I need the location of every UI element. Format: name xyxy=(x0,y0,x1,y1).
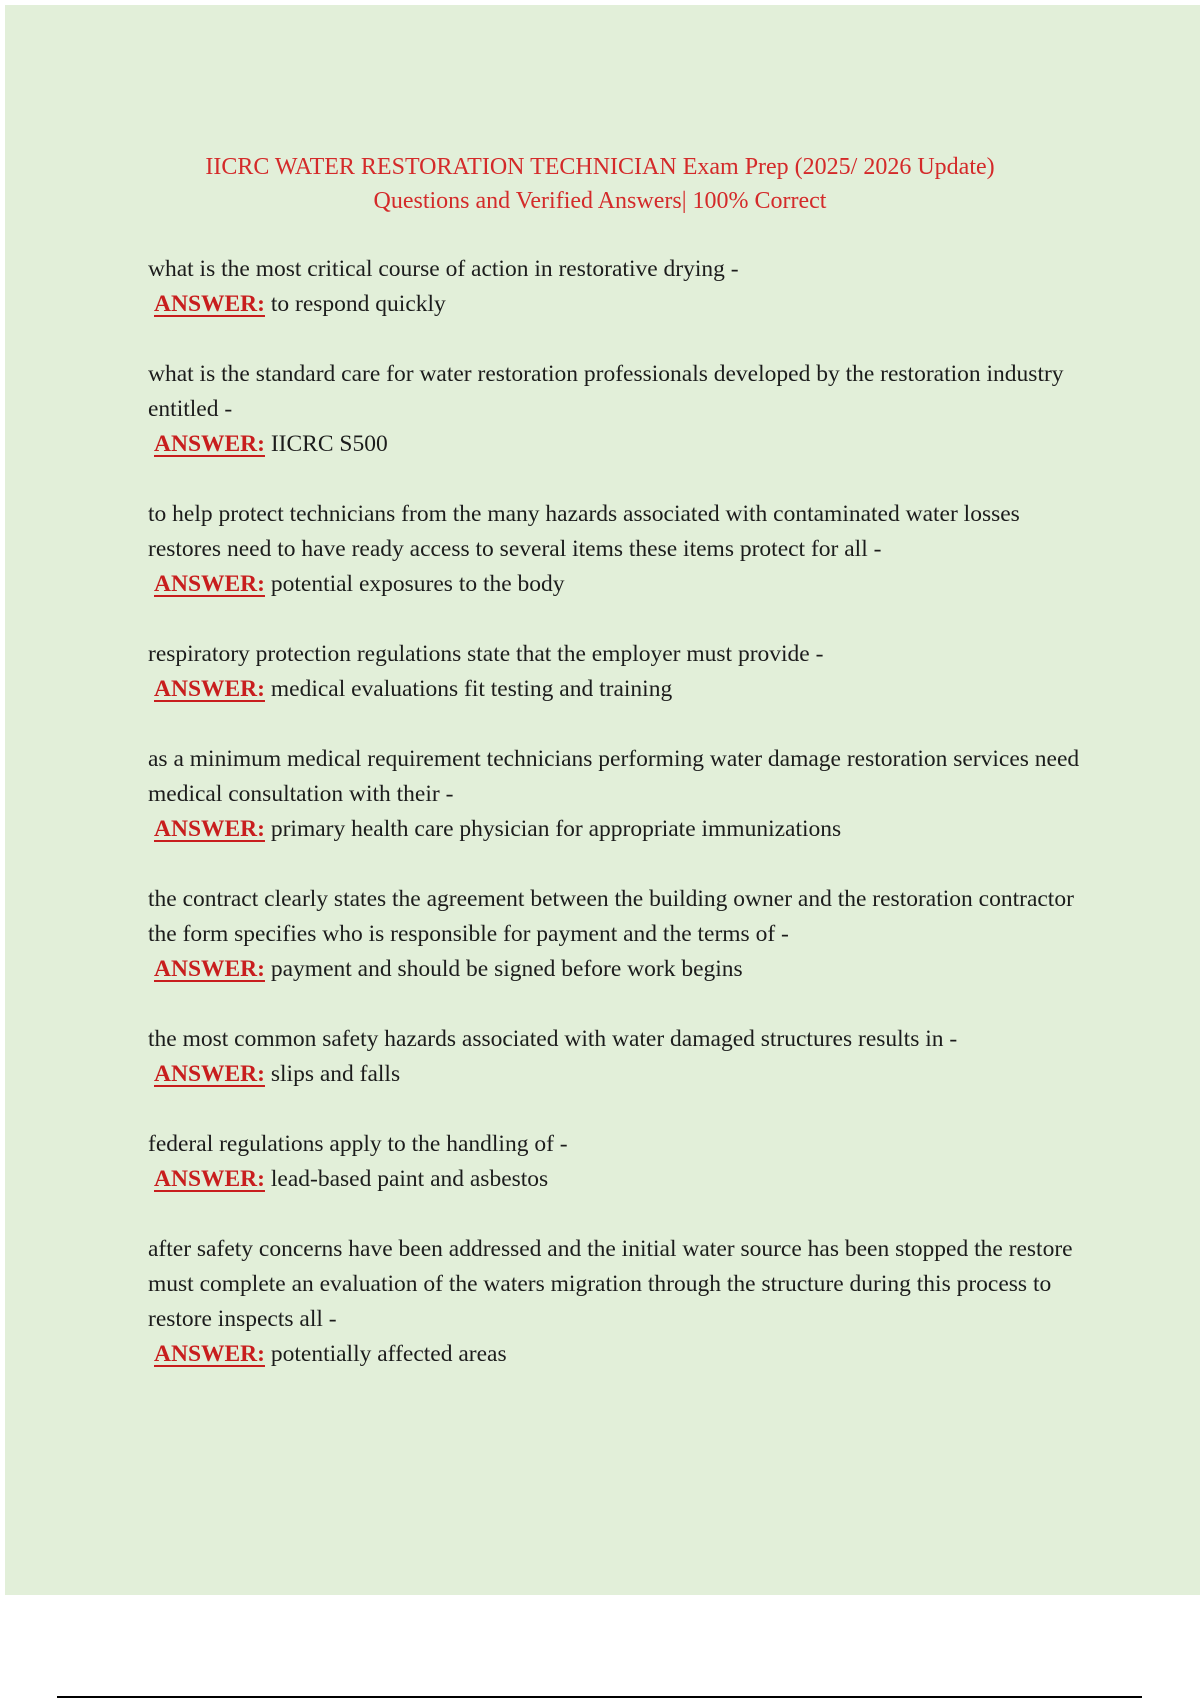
document-title xyxy=(0,150,1200,218)
question-text: after safety concerns have been addressed and the initial water source has been stopped the restore must complete an evaluation of the waters migration through the structure during this process to restore inspects all - xyxy=(148,1236,1073,1332)
title-line-2: Questions and Verified Answers| 100% Correct xyxy=(373,188,827,214)
question-text: respiratory protection regulations state that the employer must provide - xyxy=(148,641,824,667)
qa-item xyxy=(148,497,1088,602)
answer-line xyxy=(148,952,1088,987)
answer-label: ANSWER: xyxy=(154,816,265,842)
answer-text: to respond quickly xyxy=(270,291,446,317)
answer-label: ANSWER: xyxy=(154,431,265,457)
qa-item xyxy=(148,637,1088,707)
qa-list xyxy=(148,252,1088,1407)
answer-text: payment and should be signed before work begins xyxy=(270,956,743,982)
answer-label: ANSWER: xyxy=(154,1341,265,1367)
answer-label: ANSWER: xyxy=(154,1166,265,1192)
answer-label: ANSWER: xyxy=(154,956,265,982)
question-text: what is the standard care for water restoration professionals developed by the restoration industry entitled - xyxy=(148,361,1064,422)
answer-text: primary health care physician for appropriate immunizations xyxy=(270,816,842,842)
answer-text: medical evaluations fit testing and training xyxy=(270,676,673,702)
question-text: the most common safety hazards associated with water damaged structures results in - xyxy=(148,1026,958,1052)
answer-text: IICRC S500 xyxy=(270,431,388,457)
qa-item xyxy=(148,357,1088,462)
answer-text: potential exposures to the body xyxy=(270,571,565,597)
qa-item xyxy=(148,1022,1088,1092)
qa-item xyxy=(148,252,1088,322)
answer-label: ANSWER: xyxy=(154,291,265,317)
qa-item xyxy=(148,1232,1088,1372)
question-text: federal regulations apply to the handling of - xyxy=(148,1131,568,1157)
answer-line xyxy=(148,1057,1088,1092)
answer-line xyxy=(148,1337,1088,1372)
qa-item xyxy=(148,742,1088,847)
answer-label: ANSWER: xyxy=(154,676,265,702)
answer-line xyxy=(148,1162,1088,1197)
question-text: what is the most critical course of action in restorative drying - xyxy=(148,256,739,282)
answer-text: potentially affected areas xyxy=(270,1341,507,1367)
answer-line xyxy=(148,672,1088,707)
qa-item xyxy=(148,1127,1088,1197)
answer-label: ANSWER: xyxy=(154,1061,265,1087)
answer-label: ANSWER: xyxy=(154,571,265,597)
question-text: the contract clearly states the agreement between the building owner and the restoration contractor the form specifies who is responsible for payment and the terms of - xyxy=(148,886,1074,947)
question-text: to help protect technicians from the many hazards associated with contaminated water losses restores need to have ready access to several items these items protect for all - xyxy=(148,501,1020,562)
title-line-1: IICRC WATER RESTORATION TECHNICIAN Exam Prep (2025/ 2026 Update) xyxy=(205,154,995,180)
answer-line xyxy=(148,287,1088,322)
answer-line xyxy=(148,567,1088,602)
qa-item xyxy=(148,882,1088,987)
answer-line xyxy=(148,427,1088,462)
question-text: as a minimum medical requirement technicians performing water damage restoration services need medical consultation with their - xyxy=(148,746,1080,807)
answer-line xyxy=(148,812,1088,847)
footer-divider xyxy=(57,1696,1142,1698)
answer-text: lead-based paint and asbestos xyxy=(270,1166,549,1192)
answer-text: slips and falls xyxy=(270,1061,401,1087)
